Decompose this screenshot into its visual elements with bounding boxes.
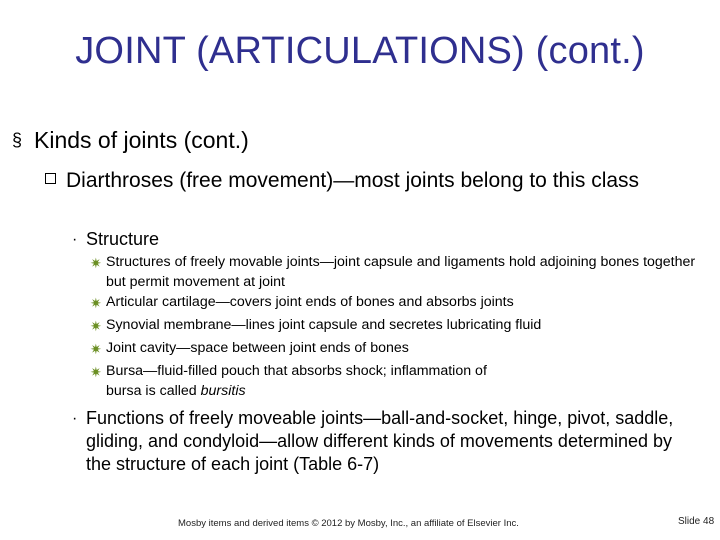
level1-item — [12, 127, 249, 154]
list-item — [90, 361, 720, 401]
list-item — [90, 338, 720, 358]
bursitis-term: bursitis — [200, 383, 246, 399]
level2-item — [66, 168, 686, 194]
list-item-text — [106, 361, 526, 401]
asterisk-bullet-icon: ✷ — [90, 255, 102, 271]
level2-text: Diarthroses (free movement)—most joints belong to this class — [66, 169, 640, 192]
level1-text: Kinds of joints (cont.) — [34, 127, 249, 153]
functions-text: Functions of freely moveable joints—ball-and-socket, hinge, pivot, saddle, gliding, and condyloid—allow different kinds of movements determined by the structure of each joint (Table 6-7) — [86, 408, 674, 474]
list-item-text: Structures of freely movable joints—joint capsule and ligaments hold adjoining bones together but permit movement at joint — [106, 254, 696, 290]
slide-title: JOINT (ARTICULATIONS) (cont.) — [75, 30, 645, 72]
functions-item — [72, 407, 698, 476]
list-item — [90, 252, 720, 292]
list-item-text: Articular cartilage—covers joint ends of bones and absorbs joints — [106, 294, 514, 310]
structure-item — [72, 228, 706, 251]
dot-bullet-icon: · — [72, 231, 78, 248]
copyright-footer: Mosby items and derived items © 2012 by Mosby, Inc., an affiliate of Elsevier Inc. — [178, 518, 519, 529]
structure-label: Structure — [86, 229, 160, 249]
list-item — [90, 292, 720, 312]
hollow-square-bullet-icon — [45, 173, 56, 184]
asterisk-bullet-icon: ✷ — [90, 318, 102, 334]
list-item-text: Synovial membrane—lines joint capsule and secretes lubricating fluid — [106, 317, 542, 333]
asterisk-bullet-icon: ✷ — [90, 341, 102, 357]
list-item-text: Joint cavity—space between joint ends of bones — [106, 340, 409, 356]
dot-bullet-icon: · — [72, 410, 78, 427]
asterisk-bullet-icon: ✷ — [90, 295, 102, 311]
square-bullet-icon: § — [12, 130, 23, 150]
slide-number: Slide 48 — [678, 516, 715, 527]
bursa-text: Bursa—fluid-filled pouch that absorbs shock; inflammation of bursa is called — [106, 363, 487, 399]
asterisk-bullet-icon: ✷ — [90, 364, 102, 380]
list-item — [90, 315, 720, 335]
